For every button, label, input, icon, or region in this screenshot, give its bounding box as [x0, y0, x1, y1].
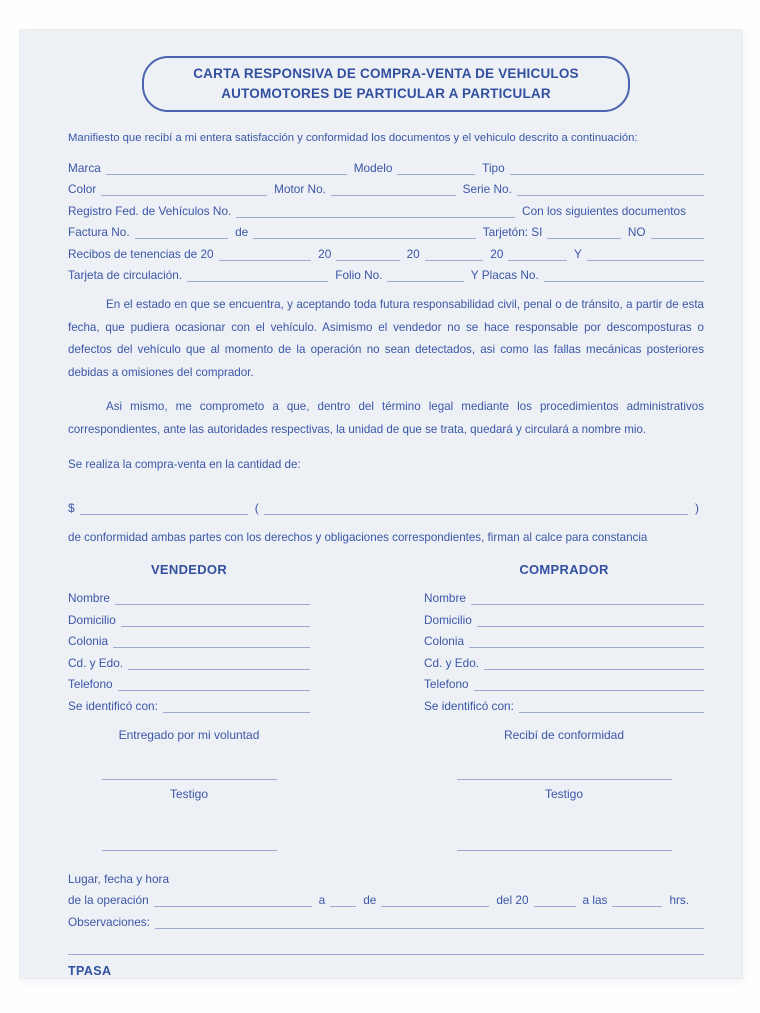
- vendedor-colonia-blank-line: [113, 635, 310, 648]
- tipo-label: Tipo: [482, 160, 505, 175]
- hora-blank-line: [612, 894, 662, 907]
- registro-blank-line: [236, 205, 515, 218]
- tenencia-3-label: 20: [406, 246, 420, 261]
- operacion-row: [68, 886, 704, 908]
- folio-blank-line: [387, 269, 463, 282]
- tarjeton-si-blank-line: [547, 226, 620, 239]
- footer-section: [68, 872, 704, 978]
- vendedor-identificacion-row: [68, 691, 310, 713]
- observaciones-blank-line-1: [155, 916, 704, 929]
- motor-no-blank-line: [331, 183, 456, 196]
- operacion-label: de la operación: [68, 893, 149, 908]
- mes-de-label: de: [363, 893, 377, 908]
- tenencia-1-blank-line: [219, 248, 312, 261]
- tipo-blank-line: [510, 162, 704, 175]
- factura-origen-blank-line: [253, 226, 476, 239]
- vendedor-identificacion-label: Se identificó con:: [68, 698, 158, 713]
- currency-symbol: $: [68, 500, 75, 515]
- marca-label: Marca: [68, 160, 101, 175]
- tenencia-4-label: 20: [490, 246, 504, 261]
- comprador-identificacion-row: [424, 691, 704, 713]
- tpasa-brand: TPASA: [68, 964, 112, 978]
- comprador-cd-edo-blank-line: [484, 657, 704, 670]
- color-label: Color: [68, 182, 97, 197]
- factura-no-blank-line: [135, 226, 228, 239]
- row-tarjeta-circulacion: [68, 261, 704, 283]
- comprador-delivery-caption: Recibí de conformidad: [503, 727, 625, 742]
- dia-a-label: a: [318, 893, 326, 908]
- tenencia-y-label: Y: [573, 246, 582, 261]
- lugar-blank-line: [154, 894, 312, 907]
- factura-de-label: de: [235, 225, 249, 240]
- testigo-labels-row: [68, 780, 704, 801]
- vendedor-nombre-blank-line: [115, 592, 310, 605]
- comprador-fields: [424, 584, 704, 713]
- liability-paragraph: En el estado en que se encuentra, y aceptando toda futura responsabilidad civil, penal o de tránsito, a partir de esta fecha, que pudiera ocasionar con el vehículo. Asimismo el vendedor no se hace responsable por descomposturas o defectos del vehículo que al momento de la operación no sean detectados, asi como las fallas mecánicas posteriores debidas a omisiones del comprador.: [68, 298, 704, 379]
- paren-close: ): [695, 500, 699, 515]
- vendedor-colonia-label: Colonia: [68, 634, 109, 649]
- comprador-telefono-row: [424, 670, 704, 692]
- tenencia-2-label: 20: [318, 246, 332, 261]
- vendedor-cd-edo-row: [68, 648, 310, 670]
- agreement-statement: de conformidad ambas partes con los derechos y obligaciones correspondientes, firman al calce para constancia: [68, 530, 648, 544]
- delivery-captions-row: [68, 713, 704, 742]
- row-factura-tarjeton: [68, 218, 704, 240]
- row-marca-modelo-tipo: [68, 153, 704, 175]
- mes-blank-line: [381, 894, 489, 907]
- form-title-box: [142, 56, 630, 112]
- observaciones-row-2: [68, 934, 704, 956]
- tarjeton-si-label: Tarjetón: SI: [482, 225, 543, 240]
- comprador-title: COMPRADOR: [519, 561, 609, 577]
- comprador-domicilio-row: [424, 605, 704, 627]
- intro-statement: Manifiesto que recibí a mi entera satisfacción y conformidad los documentos y el vehiculo descrito a continuación:: [68, 132, 638, 145]
- form-title-line-2: AUTOMOTORES DE PARTICULAR A PARTICULAR: [221, 85, 551, 101]
- scanned-form-page: [20, 30, 742, 978]
- amount-numeric-blank-line: [80, 501, 248, 515]
- comprador-telefono-label: Telefono: [424, 677, 469, 692]
- serie-no-label: Serie No.: [462, 182, 512, 197]
- observaciones-blank-line-2: [68, 943, 704, 955]
- vendedor-telefono-label: Telefono: [68, 677, 113, 692]
- motor-no-label: Motor No.: [274, 182, 326, 197]
- folio-no-label: Folio No.: [335, 268, 383, 283]
- vendedor-telefono-blank-line: [118, 678, 310, 691]
- amount-words-blank-line: [264, 501, 688, 515]
- amount-row: [68, 493, 704, 515]
- vendedor-domicilio-row: [68, 605, 310, 627]
- modelo-blank-line: [397, 162, 475, 175]
- comprador-identificacion-label: Se identificó con:: [424, 698, 514, 713]
- tarjeta-blank-line: [187, 269, 328, 282]
- con-documentos-label: Con los siguientes documentos: [522, 203, 686, 218]
- a-las-label: a las: [582, 893, 608, 908]
- tenencia-4-blank-line: [508, 248, 567, 261]
- comprador-nombre-label: Nombre: [424, 591, 466, 606]
- tarjeta-circulacion-label: Tarjeta de circulación.: [68, 268, 183, 283]
- vendedor-identificacion-blank-line: [163, 700, 310, 713]
- comprador-colonia-label: Colonia: [424, 634, 465, 649]
- tenencia-2-blank-line: [336, 248, 399, 261]
- comprador-domicilio-label: Domicilio: [424, 612, 472, 627]
- vendedor-testigo-signature-line: [102, 779, 277, 780]
- tenencia-5-blank-line: [587, 248, 704, 261]
- party-titles-row: [68, 544, 704, 577]
- anio-blank-line: [534, 894, 576, 907]
- commitment-paragraph: Asi mismo, me comprometo a que, dentro del término legal mediante los procedimientos administrativos correspondientes, ante las autoridades respectivas, la unidad de que se trata, quedará y circulará a nombre mio.: [68, 400, 704, 436]
- tarjeton-no-blank-line: [651, 226, 704, 239]
- comprador-testigo-signature-line: [457, 779, 672, 780]
- comprador-colonia-blank-line: [469, 635, 704, 648]
- hrs-label: hrs.: [669, 893, 690, 908]
- amount-lead-text: Se realiza la compra-venta en la cantidad de:: [68, 458, 301, 472]
- vendedor-fields: [68, 584, 310, 713]
- lugar-fecha-hora-label: Lugar, fecha y hora: [68, 871, 169, 886]
- vendedor-testigo-label: Testigo: [169, 786, 209, 801]
- comprador-cd-edo-label: Cd. y Edo.: [424, 655, 480, 670]
- comprador-telefono-blank-line: [474, 678, 704, 691]
- recibos-tenencias-label: Recibos de tenencias de 20: [68, 246, 214, 261]
- vendedor-cd-edo-label: Cd. y Edo.: [68, 655, 124, 670]
- tenencia-3-blank-line: [425, 248, 484, 261]
- row-tenencias: [68, 239, 704, 261]
- vendedor-delivery-caption: Entregado por mi voluntad: [118, 727, 260, 742]
- registro-label: Registro Fed. de Vehículos No.: [68, 203, 232, 218]
- vendedor-cd-edo-blank-line: [128, 657, 310, 670]
- party-fields-section: [68, 584, 704, 713]
- comprador-testigo-label: Testigo: [544, 786, 584, 801]
- marca-blank-line: [106, 162, 347, 175]
- vendedor-testigo2-signature-line: [102, 850, 277, 851]
- form-title-line-1: CARTA RESPONSIVA DE COMPRA-VENTA DE VEHICULOS: [193, 66, 579, 81]
- placas-blank-line: [544, 269, 704, 282]
- color-blank-line: [101, 183, 267, 196]
- tarjeton-no-label: NO: [627, 225, 646, 240]
- vendedor-domicilio-label: Domicilio: [68, 612, 116, 627]
- vendedor-domicilio-blank-line: [121, 614, 310, 627]
- placas-no-label: Y Placas No.: [470, 268, 539, 283]
- comprador-testigo2-signature-line: [457, 850, 672, 851]
- vehicle-data-section: [68, 153, 704, 282]
- vendedor-title: VENDEDOR: [150, 561, 228, 577]
- modelo-label: Modelo: [353, 160, 393, 175]
- comprador-nombre-row: [424, 584, 704, 606]
- comprador-colonia-row: [424, 627, 704, 649]
- witness-signature-lines-2: [68, 850, 704, 851]
- observaciones-label: Observaciones:: [68, 914, 150, 929]
- serie-no-blank-line: [517, 183, 704, 196]
- comprador-domicilio-blank-line: [477, 614, 704, 627]
- vendedor-colonia-row: [68, 627, 310, 649]
- observaciones-row: [68, 907, 704, 929]
- vendedor-nombre-row: [68, 584, 310, 606]
- comprador-identificacion-blank-line: [519, 700, 704, 713]
- row-color-motor-serie: [68, 175, 704, 197]
- row-registro: [68, 196, 704, 218]
- factura-no-label: Factura No.: [68, 225, 130, 240]
- dia-blank-line: [330, 894, 356, 907]
- vendedor-telefono-row: [68, 670, 310, 692]
- paren-open: (: [254, 500, 259, 515]
- comprador-cd-edo-row: [424, 648, 704, 670]
- comprador-nombre-blank-line: [471, 592, 704, 605]
- vendedor-nombre-label: Nombre: [68, 591, 110, 606]
- del-20-label: del 20: [496, 893, 529, 908]
